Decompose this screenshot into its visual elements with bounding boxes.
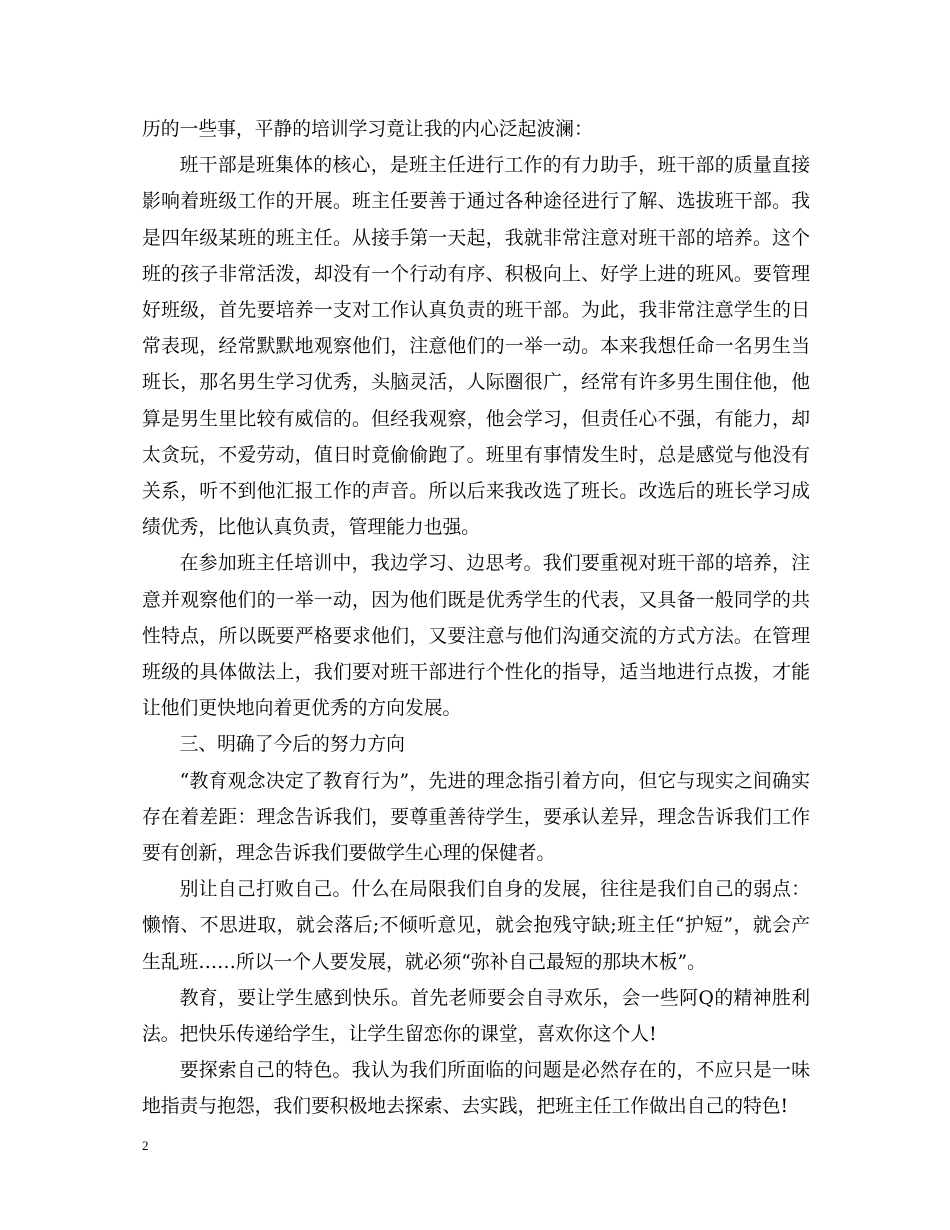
paragraph-6: 教育，要让学生感到快乐。首先老师要会自寻欢乐，会一些阿Q的精神胜利法。把快乐传递给学生，让学生留恋你的课堂，喜欢你这个人! — [142, 987, 810, 1046]
section-heading: 三、明确了今后的努力方向 — [179, 734, 405, 756]
document-body — [142, 112, 810, 1126]
paragraph-7: 要探索自己的特色。我认为我们所面临的问题是必然存在的，不应只是一味地指责与抱怨，我们要积极地去探索、去实践，把班主任工作做出自己的特色! — [142, 1060, 810, 1118]
paragraph-1: 历的一些事，平静的培训学习竟让我的内心泛起波澜： — [142, 119, 593, 140]
page-number: 2 — [142, 1138, 149, 1153]
paragraph-3: 在参加班主任培训中，我边学习、边思考。我们要重视对班干部的培养，注意并观察他们的一举一动，因为他们既是优秀学生的代表，又具备一般同学的共性特点，所以既要严格要求他们，又要注意与他们沟通交流的方式方法。在管理班级的具体做法上，我们要对班干部进行个性化的指导，适当地进行点拨，才能让他们更快地向着更优秀的方向发展。 — [142, 553, 810, 720]
paragraph-5: 别让自己打败自己。什么在局限我们自身的发展，往往是我们自己的弱点：懒惰、不思进取，就会落后;不倾听意见，就会抱残守缺;班主任“护短”，就会产生乱班……所以一个人要发展，就必须“弥补自己最短的那块木板”。 — [142, 879, 810, 973]
paragraph-2: 班干部是班集体的核心，是班主任进行工作的有力助手，班干部的质量直接影响着班级工作的开展。班主任要善于通过各种途径进行了解、选拔班干部。我是四年级某班的班主任。从接手第一天起，我就非常注意对班干部的培养。这个班的孩子非常活泼，却没有一个行动有序、积极向上、好学上进的班风。要管理好班级，首先要培养一支对工作认真负责的班干部。为此，我非常注意学生的日常表现，经常默默地观察他们，注意他们的一举一动。本来我想任命一名男生当班长，那名男生学习优秀，头脑灵活，人际圈很广，经常有许多男生围住他，他算是男生里比较有威信的。但经我观察，他会学习，但责任心不强，有能力，却太贪玩，不爱劳动，值日时竟偷偷跑了。班里有事情发生时，总是感觉与他没有关系，听不到他汇报工作的声音。所以后来我改选了班长。改选后的班长学习成绩优秀，比他认真负责，管理能力也强。 — [142, 155, 810, 539]
paragraph-4: “教育观念决定了教育行为”，先进的理念指引着方向，但它与现实之间确实存在着差距：理念告诉我们，要尊重善待学生，要承认差异，理念告诉我们工作要有创新，理念告诉我们要做学生心理的保健者。 — [142, 770, 810, 865]
